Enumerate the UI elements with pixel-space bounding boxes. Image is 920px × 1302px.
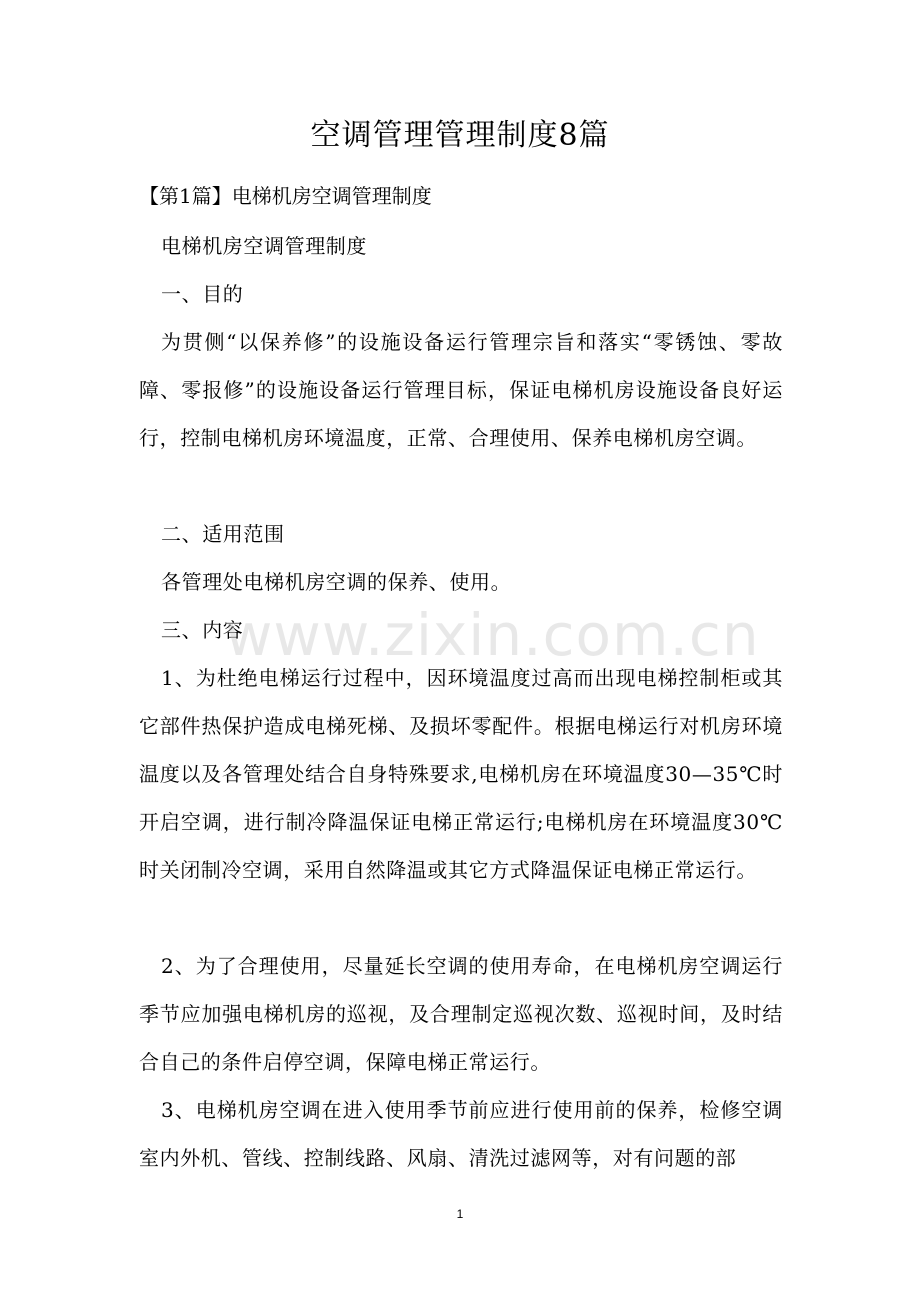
section-heading: 【第1篇】电梯机房空调管理制度 [139, 184, 432, 208]
content-item-2: 2、为了合理使用，尽量延长空调的使用寿命，在电梯机房空调运行季节应加强电梯机房的巡视，及合理制定巡视次数、巡视时间，及时结合自己的条件启停空调，保障电梯正常运行。 [139, 954, 783, 1074]
heading-scope: 二、适用范围 [161, 522, 285, 546]
subtitle-paragraph: 电梯机房空调管理制度 [161, 234, 367, 258]
page-number: 1 [456, 1207, 464, 1221]
page-title: 空调管理管理制度8篇 [310, 118, 610, 153]
heading-content: 三、内容 [161, 618, 244, 642]
heading-purpose: 一、目的 [161, 282, 244, 306]
scope-paragraph: 各管理处电梯机房空调的保养、使用。 [161, 570, 512, 594]
purpose-paragraph: 为贯侧“以保养修”的设施设备运行管理宗旨和落实“零锈蚀、零故障、零报修”的设施设备运行管理目标，保证电梯机房设施设备良好运行，控制电梯机房环境温度，正常、合理使用、保养电梯机房空调。 [139, 330, 783, 450]
content-item-3: 3、电梯机房空调在进入使用季节前应进行使用前的保养，检修空调室内外机、管线、控制线路、风扇、清洗过滤网等，对有问题的部 [139, 1098, 783, 1170]
watermark: www.zixin.com.cn [225, 601, 760, 669]
content-item-1: 1、为杜绝电梯运行过程中，因环境温度过高而出现电梯控制柜或其它部件热保护造成电梯死梯、及损坏零配件。根据电梯运行对机房环境温度以及各管理处结合自身特殊要求,电梯机房在环境温度30—35℃时开启空调，进行制冷降温保证电梯正常运行;电梯机房在环境温度30℃时关闭制冷空调，采用自然降温或其它方式降温保证电梯正常运行。 [139, 666, 783, 882]
